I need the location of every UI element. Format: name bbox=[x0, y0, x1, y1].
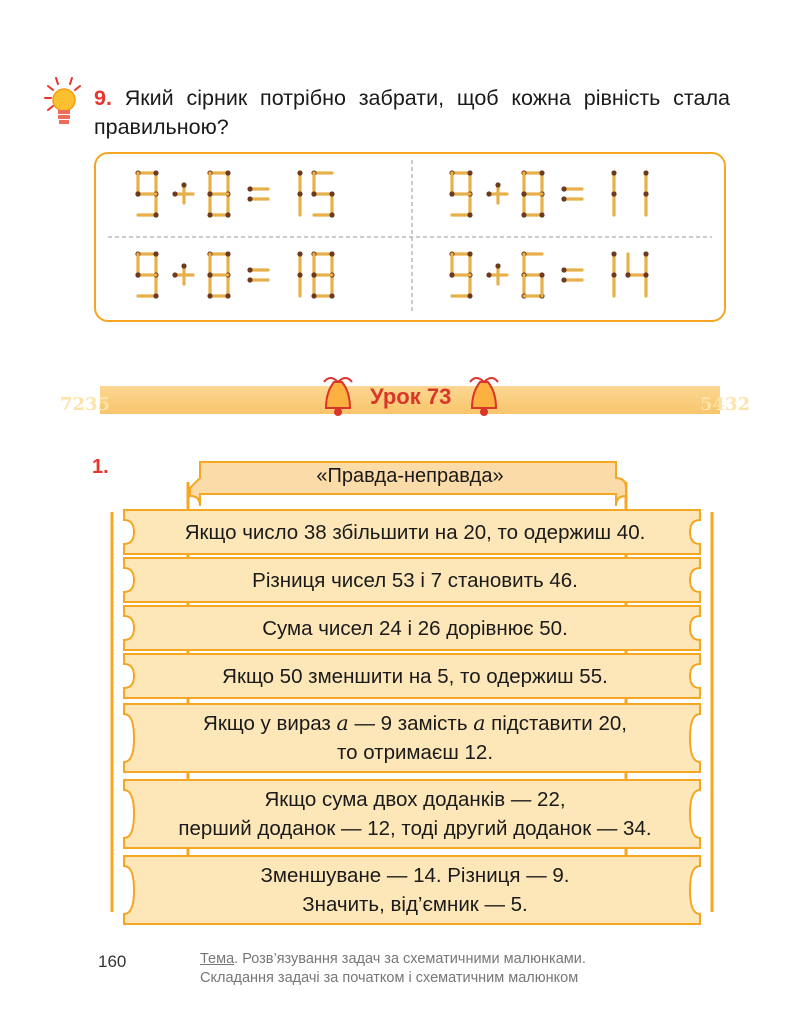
matchstick bbox=[329, 191, 334, 215]
matchstick bbox=[247, 186, 268, 191]
matchstick bbox=[314, 293, 335, 298]
matchstick bbox=[643, 170, 648, 194]
matchstick bbox=[153, 251, 158, 275]
matchstick bbox=[611, 251, 616, 275]
matchstick bbox=[467, 251, 472, 275]
matchstick bbox=[452, 293, 473, 298]
matchstick bbox=[561, 277, 582, 282]
matchstick bbox=[247, 196, 268, 201]
task-9-question bbox=[94, 84, 730, 142]
matchstick bbox=[153, 170, 158, 194]
matchstick bbox=[449, 191, 470, 196]
lesson-ribbon bbox=[60, 372, 760, 432]
matchstick bbox=[524, 212, 545, 217]
matchstick bbox=[138, 293, 159, 298]
matchstick bbox=[247, 277, 268, 282]
matchstick bbox=[539, 170, 544, 194]
page-number: 160 bbox=[98, 952, 127, 971]
matchstick bbox=[643, 191, 648, 215]
matchstick bbox=[561, 196, 582, 201]
statement-3: Сума чисел 24 і 26 дорівнює 50. bbox=[262, 616, 568, 640]
matchstick bbox=[225, 251, 230, 275]
matchstick bbox=[207, 275, 212, 299]
lightbulb-icon bbox=[44, 76, 84, 140]
matchstick bbox=[611, 170, 616, 194]
matchstick bbox=[311, 191, 332, 196]
lesson-topic: Тема. Розв’язування задач за схематичними малюнками. Складання задачі за початком і схематичним малюнком bbox=[200, 951, 586, 986]
matchstick bbox=[297, 191, 302, 215]
matchstick bbox=[521, 194, 526, 218]
task-9-number: 9. bbox=[94, 86, 112, 110]
matchstick bbox=[521, 191, 542, 196]
matchstick bbox=[225, 170, 230, 194]
matchstick bbox=[449, 272, 470, 277]
matchstick-puzzle-box bbox=[94, 152, 726, 322]
matchstick bbox=[329, 251, 334, 275]
matchstick bbox=[207, 191, 228, 196]
lesson-title: Урок 73 bbox=[370, 384, 452, 409]
statement-4: Якщо 50 зменшити на 5, то одержиш 55. bbox=[222, 664, 608, 688]
matchstick bbox=[207, 272, 228, 277]
matchstick bbox=[297, 170, 302, 194]
statement-5: Якщо у вираз а — 9 замість а підставити 20, то отримаєш 12. bbox=[203, 711, 627, 764]
matchstick bbox=[314, 212, 335, 217]
matchstick bbox=[643, 272, 648, 296]
matchstick bbox=[452, 212, 473, 217]
bell-icon bbox=[324, 378, 352, 416]
matchstick bbox=[297, 272, 302, 296]
matchstick bbox=[611, 272, 616, 296]
matchstick bbox=[297, 251, 302, 275]
matchstick bbox=[138, 212, 159, 217]
matchstick bbox=[311, 275, 316, 299]
matchstick bbox=[311, 272, 332, 277]
matchstick bbox=[561, 186, 582, 191]
ribbon-digits-right: 5432 bbox=[700, 394, 751, 415]
topic-label: Тема bbox=[200, 951, 235, 967]
matchstick bbox=[135, 191, 156, 196]
matchstick bbox=[625, 272, 646, 277]
matchstick bbox=[135, 272, 156, 277]
task-1-number: 1. bbox=[92, 456, 109, 478]
matchstick bbox=[207, 194, 212, 218]
ribbon-digits-left: 7235 bbox=[60, 394, 111, 415]
matchstick-equations bbox=[96, 154, 724, 320]
matchstick bbox=[247, 267, 268, 272]
matchstick bbox=[643, 251, 648, 275]
matchstick bbox=[561, 267, 582, 272]
task-9-text: Який сірник потрібно забрати, щоб кожна рівність стала правильною? bbox=[94, 86, 730, 139]
statement-2: Різниця чисел 53 і 7 становить 46. bbox=[252, 568, 578, 592]
statement-6: Якщо сума двох доданків — 22, перший доданок — 12, тоді другий доданок — 34. bbox=[178, 788, 652, 840]
matchstick bbox=[467, 170, 472, 194]
matchstick bbox=[210, 293, 231, 298]
matchstick bbox=[611, 191, 616, 215]
bell-icon bbox=[470, 378, 498, 416]
matchstick bbox=[539, 272, 544, 296]
true-false-title: «Правда-неправда» bbox=[316, 464, 504, 487]
statement-7: Зменшуване — 14. Різниця — 9. Значить, від’ємник — 5. bbox=[260, 864, 570, 916]
matchstick bbox=[210, 212, 231, 217]
statement-1: Якщо число 38 збільшити на 20, то одержиш 40. bbox=[184, 520, 646, 544]
